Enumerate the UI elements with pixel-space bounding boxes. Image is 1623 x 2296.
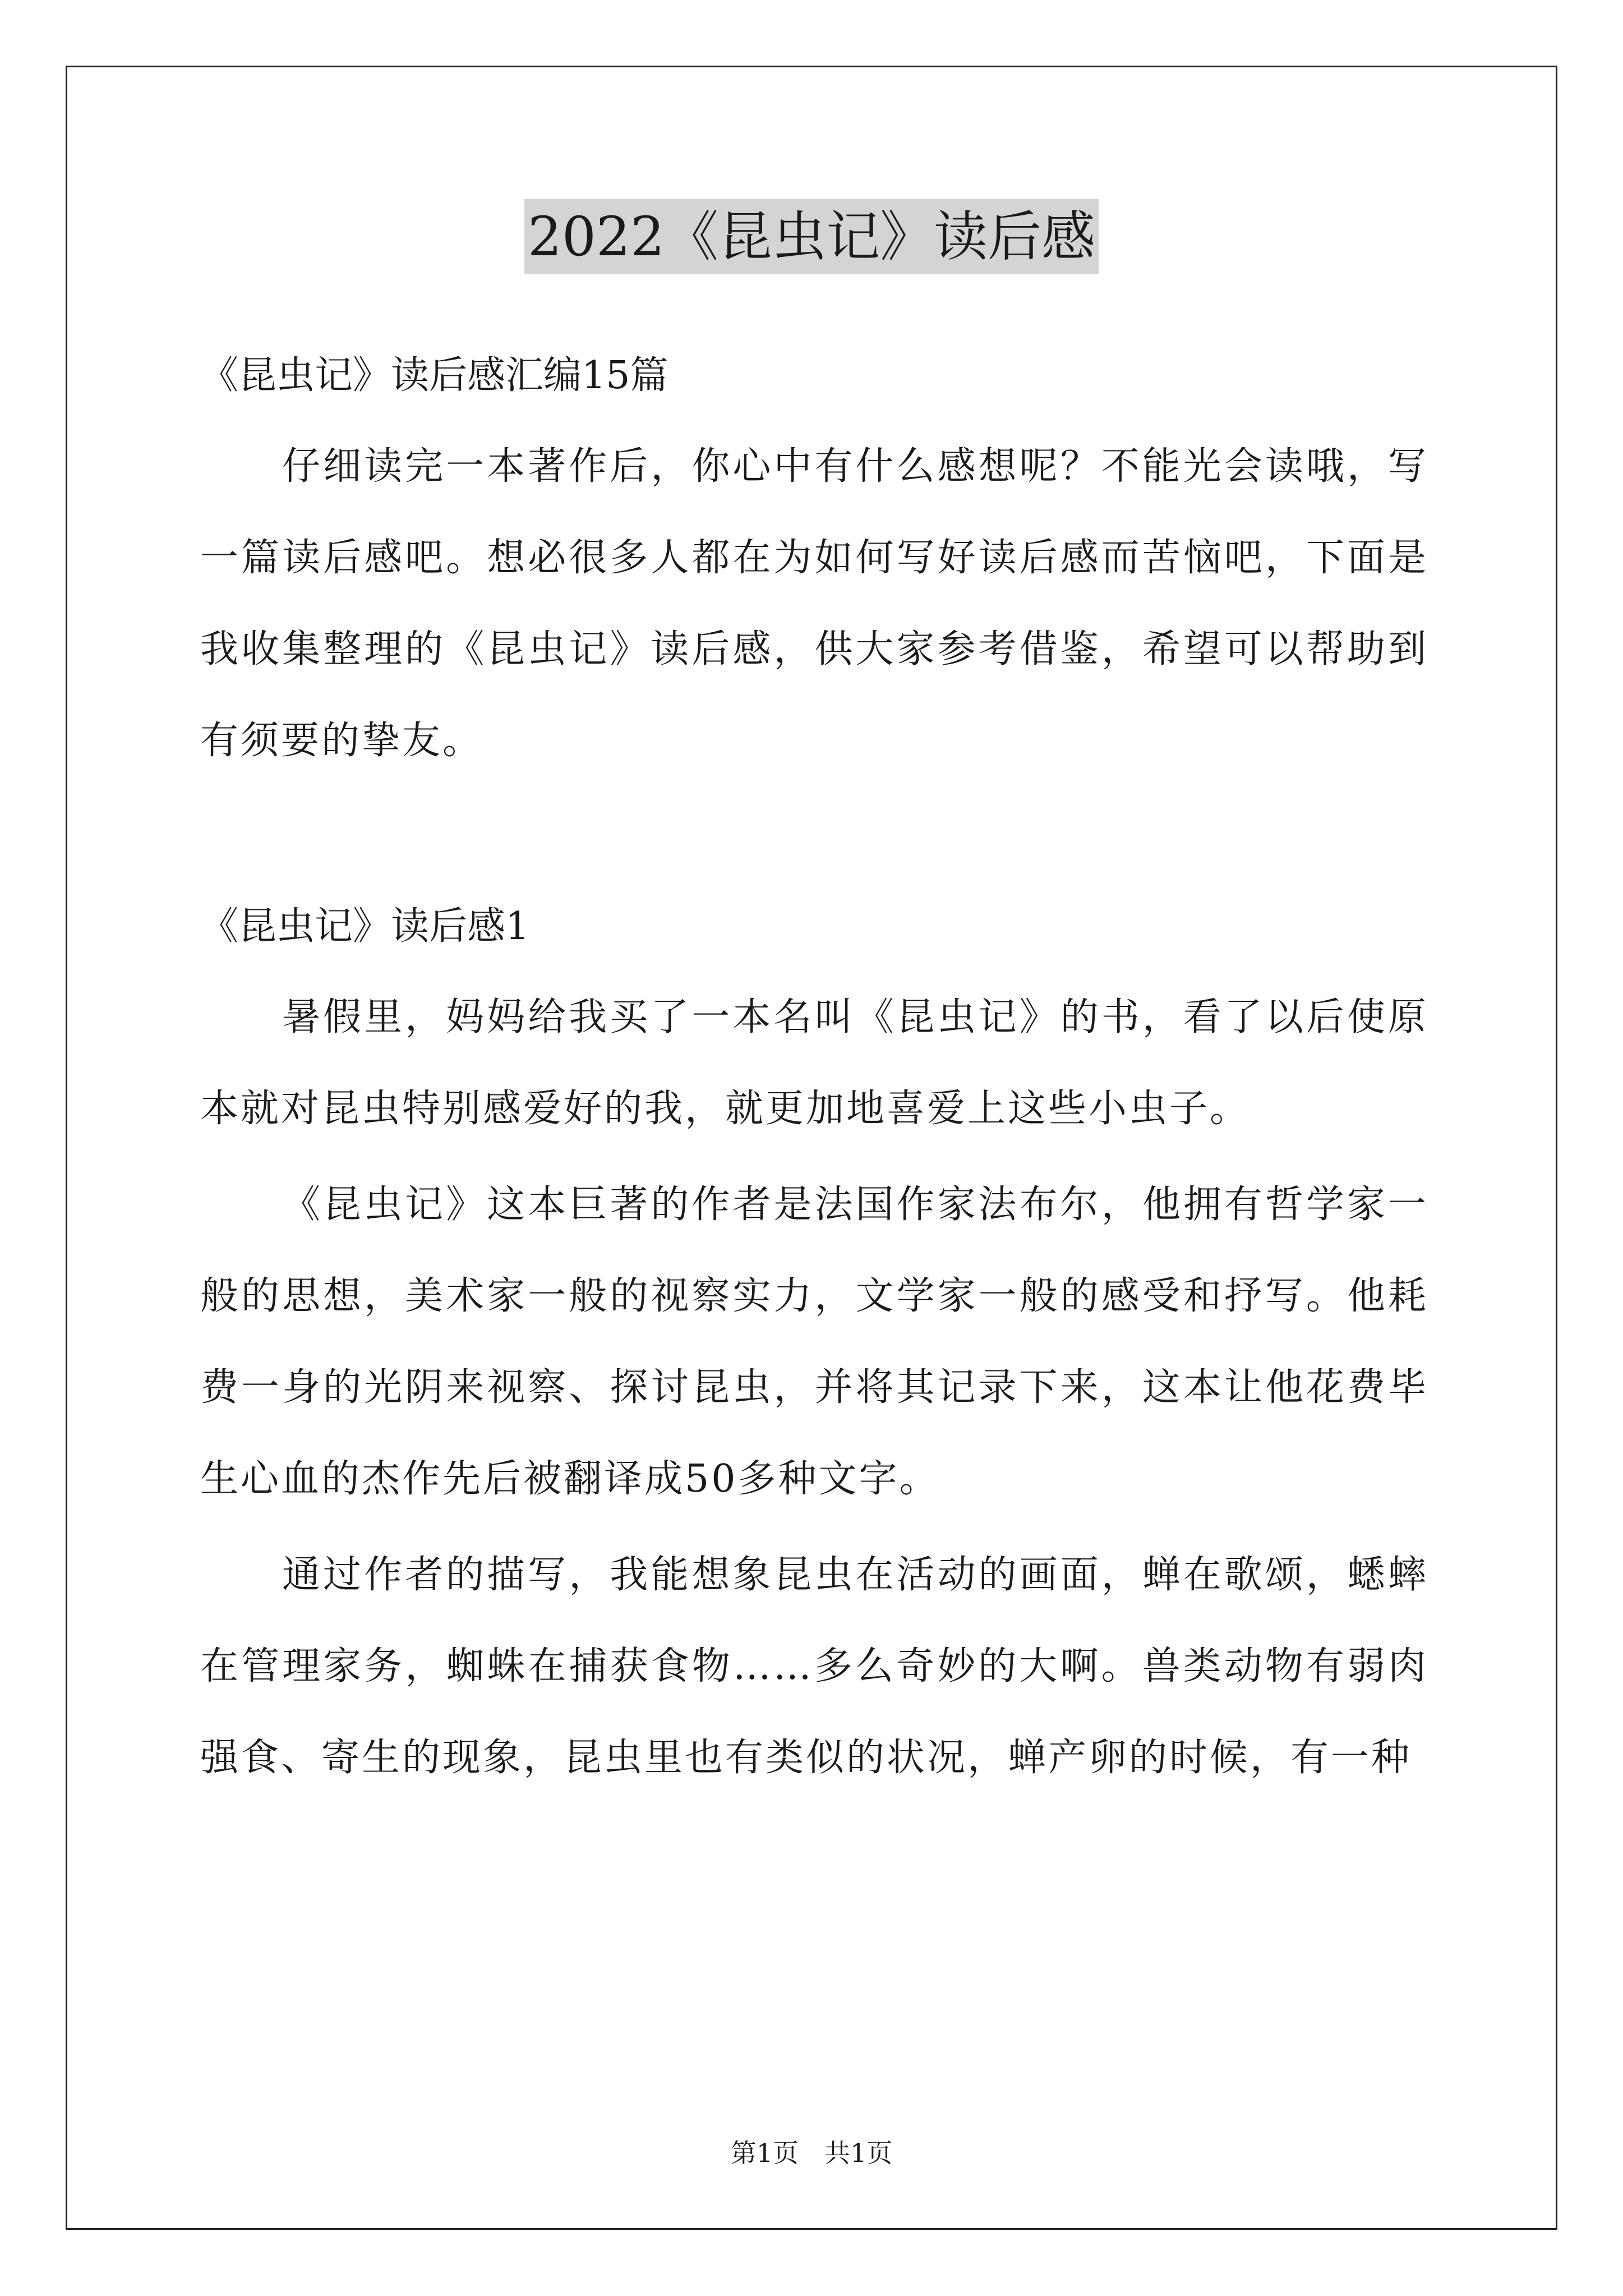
paragraph-spacer — [200, 1525, 1428, 1529]
paragraph-spacer — [200, 1154, 1428, 1159]
title-container — [0, 199, 1623, 274]
page-footer: 第1页 共1页 — [730, 2138, 893, 2168]
document-subtitle: 《昆虫记》读后感汇编15篇 — [200, 353, 668, 398]
document-title: 2022《昆虫记》读后感 — [524, 199, 1099, 274]
intro-paragraph: 仔细读完一本著作后，你心中有什么感想呢？不能光会读哦，写一篇读后感吧。想必很多人都在为如何写好读后感而苦恼吧，下面是我收集整理的《昆虫记》读后感，供大家参考借鉴，希望可以帮助到有须要的挚友。 — [200, 444, 1428, 763]
document-body — [200, 331, 1428, 1803]
section-spacer — [200, 786, 1428, 882]
section-heading: 《昆虫记》读后感1 — [200, 904, 530, 949]
body-paragraph: 暑假里，妈妈给我买了一本名叫《昆虫记》的书，看了以后使原本就对昆虫特别感爱好的我，就更加地喜爱上这些小虫子。 — [200, 995, 1428, 1131]
body-paragraph: 通过作者的描写，我能想象昆虫在活动的画面，蝉在歌颂，蟋蟀在管理家务，蜘蛛在捕获食物……多么奇妙的大啊。兽类动物有弱肉强食、寄生的现象，昆虫里也有类似的状况，蝉产卵的时候，有一种 — [200, 1553, 1428, 1780]
body-paragraph: 《昆虫记》这本巨著的作者是法国作家法布尔，他拥有哲学家一般的思想，美术家一般的视察实力，文学家一般的感受和抒写。他耗费一身的光阴来视察、探讨昆虫，并将其记录下来，这本让他花费毕生心血的杰作先后被翻译成50多种文字。 — [200, 1182, 1428, 1501]
